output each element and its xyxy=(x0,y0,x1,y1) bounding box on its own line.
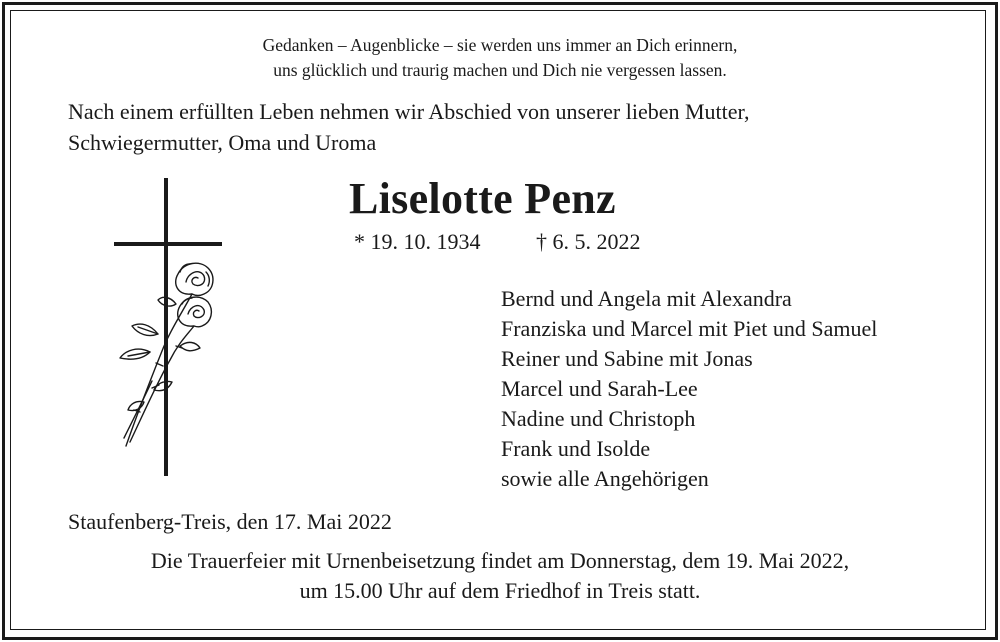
birth-date: * 19. 10. 1934 xyxy=(354,229,481,254)
deceased-name: Liselotte Penz xyxy=(349,174,616,223)
motto xyxy=(0,33,1000,83)
family-member: Reiner und Sabine mit Jonas xyxy=(501,346,753,371)
death-date: † 6. 5. 2022 xyxy=(536,229,641,254)
ceremony-line-1: Die Trauerfeier mit Urnenbeisetzung findet am Donnerstag, dem 19. Mai 2022, xyxy=(150,548,850,573)
cross-icon xyxy=(114,178,222,476)
intro-text xyxy=(68,96,934,158)
family-member: Marcel und Sarah-Lee xyxy=(501,376,698,401)
cross-with-roses xyxy=(100,176,240,476)
intro-line-1: Nach einem erfüllten Leben nehmen wir Abschied von unserer lieben Mutter, xyxy=(68,99,750,124)
family-member: Nadine und Christoph xyxy=(501,406,696,431)
family-member: sowie alle Angehörigen xyxy=(501,466,709,491)
motto-line-2: uns glücklich und traurig machen und Dich nie vergessen lassen. xyxy=(273,60,727,80)
family-member: Bernd und Angela mit Alexandra xyxy=(501,286,792,311)
ceremony-line-2: um 15.00 Uhr auf dem Friedhof in Treis statt. xyxy=(299,578,701,603)
family-member: Frank und Isolde xyxy=(501,436,651,461)
ceremony-notice xyxy=(0,546,1000,606)
family-member: Franziska und Marcel mit Piet und Samuel xyxy=(501,316,878,341)
intro-line-2: Schwiegermutter, Oma und Uroma xyxy=(68,130,377,155)
family-list xyxy=(501,284,877,494)
place-and-date: Staufenberg-Treis, den 17. Mai 2022 xyxy=(68,509,392,534)
motto-line-1: Gedanken – Augenblicke – sie werden uns immer an Dich erinnern, xyxy=(262,35,738,55)
